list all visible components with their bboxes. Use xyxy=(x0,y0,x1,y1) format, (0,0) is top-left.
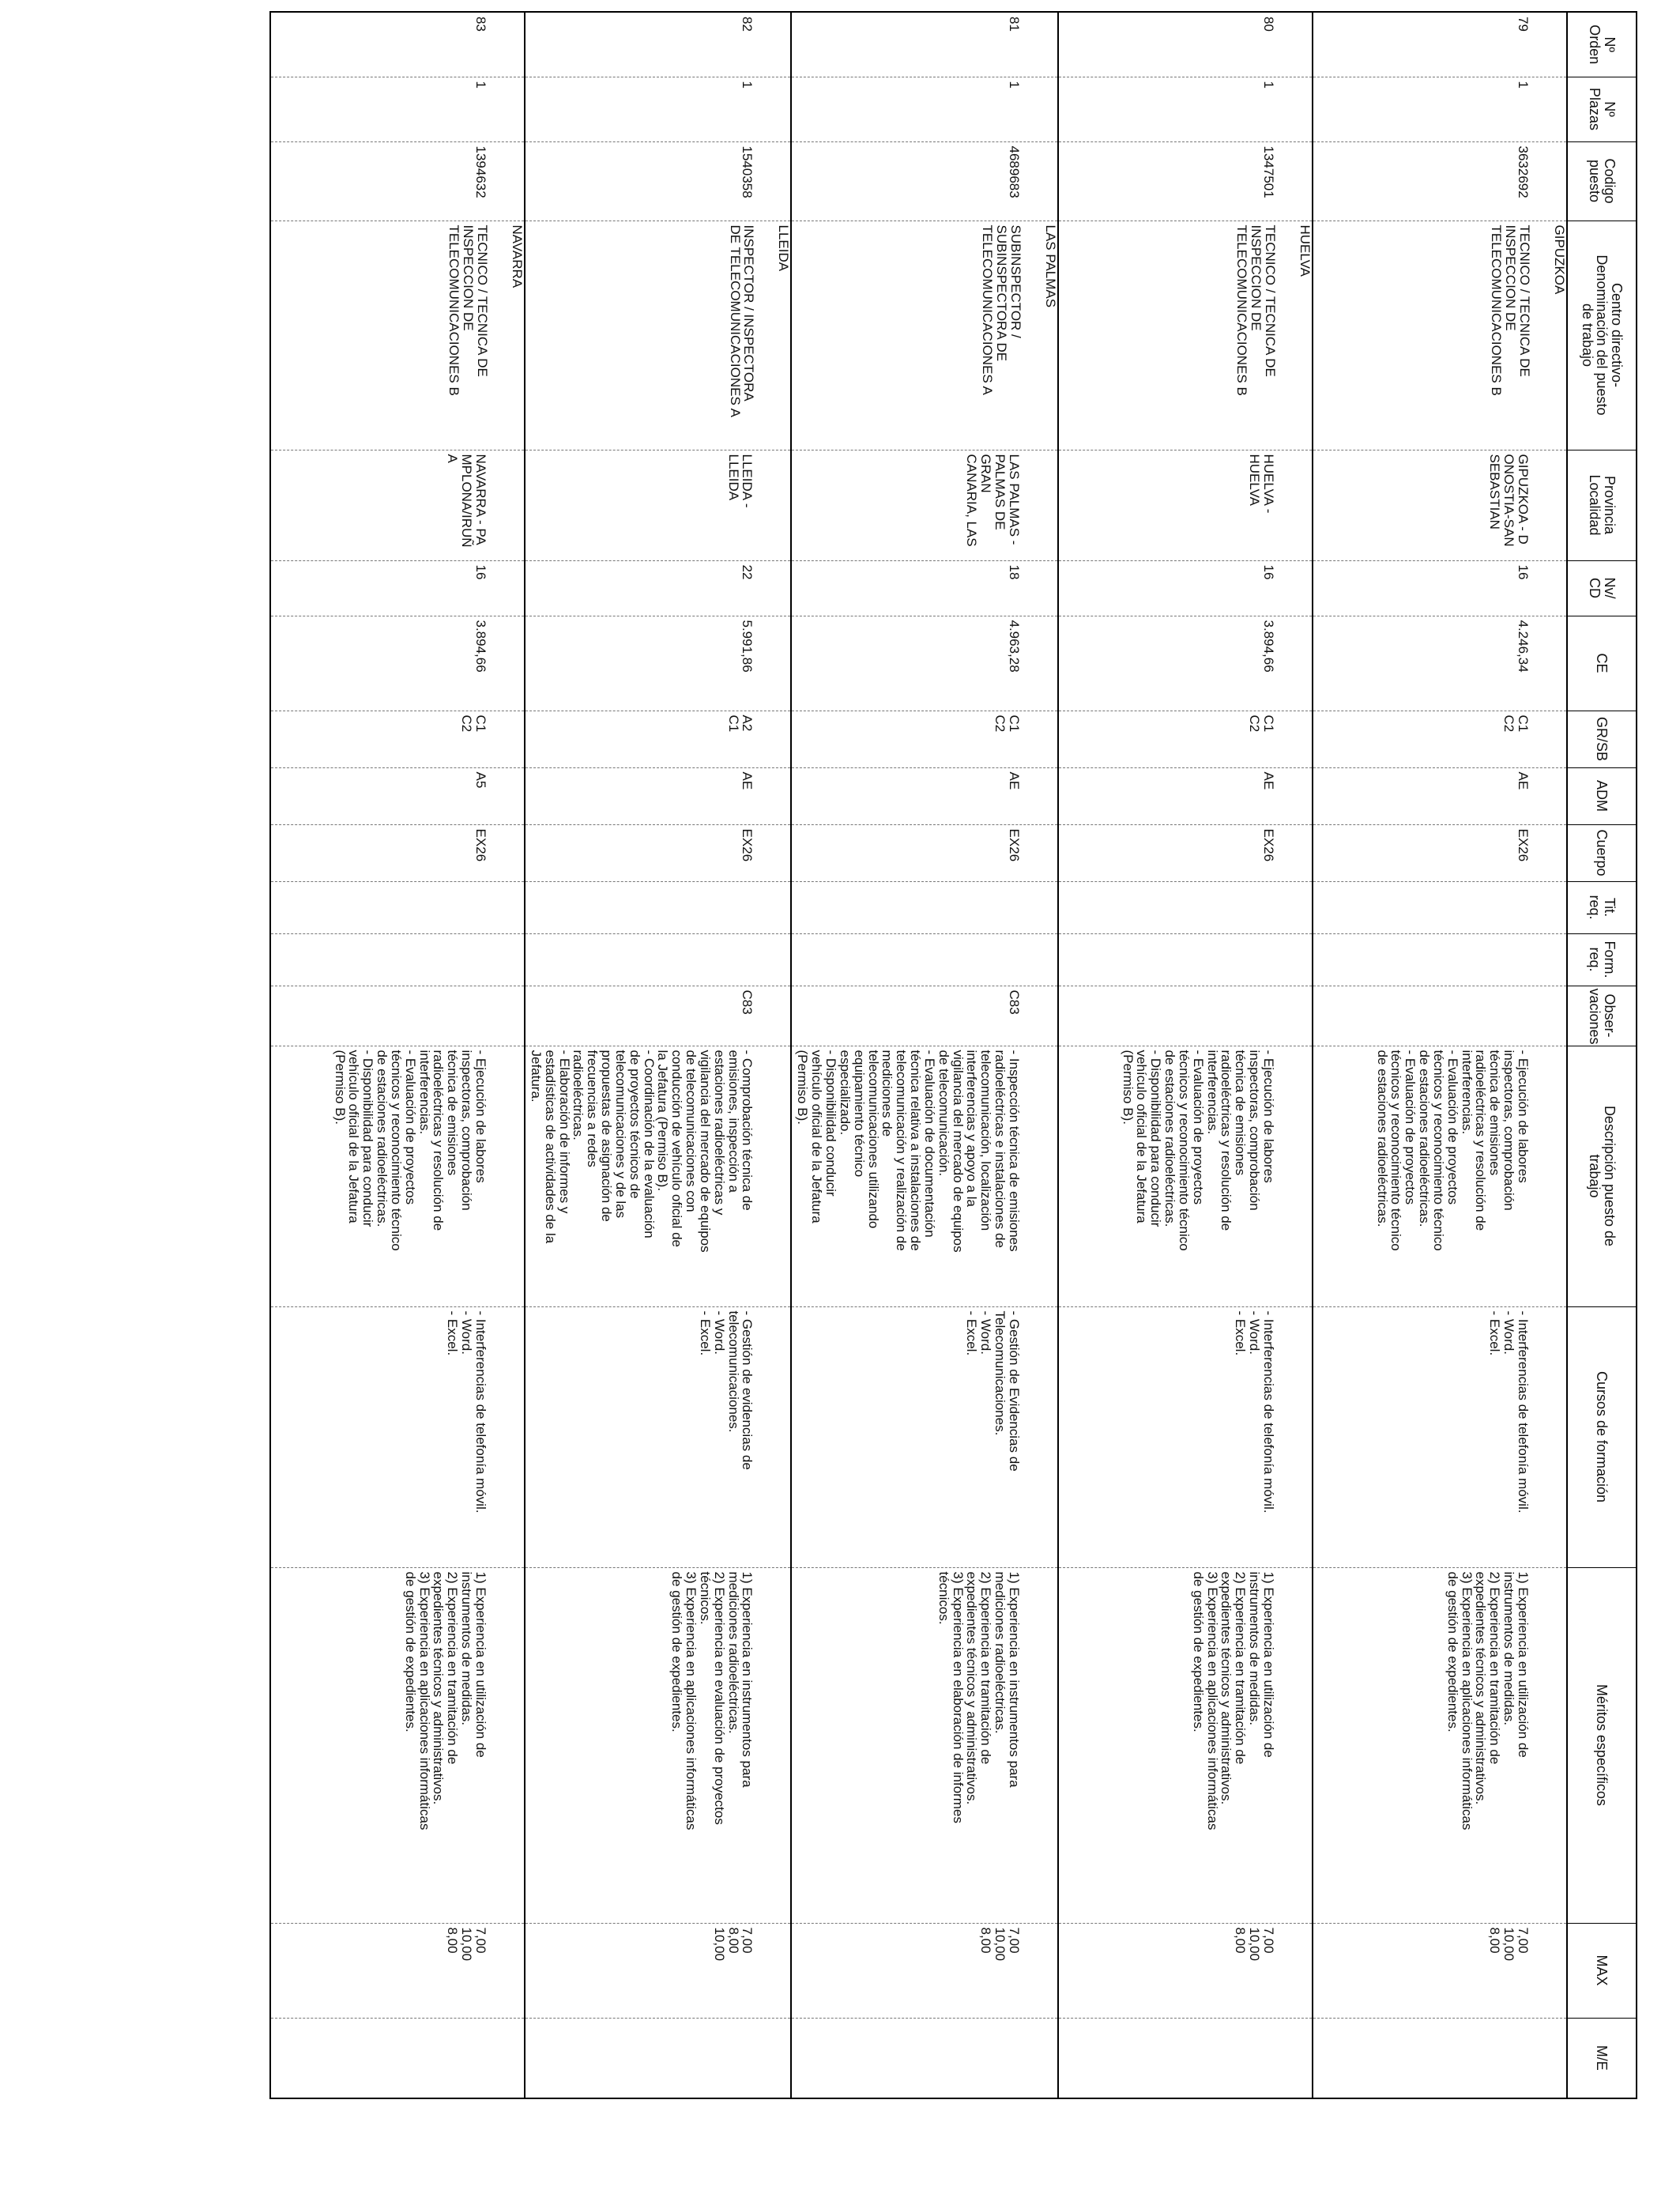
cell-desc: - Inspección técnica de emisiones radioeléctricas e instalaciones de telecomunicación, localización interferencias y apoyo a la vigilancia del mercado de equipos de telecomunicación. - Evaluación de documentación técnica relativa a instalaciones de telecomunicación y realización de mediciones de telecomunicaciones utilizando equipamiento técnico especializado. - Disponibilidad conducir vehículo oficial de la Jefatura (Permiso B). xyxy=(792,1046,1059,1306)
cell-centro xyxy=(1313,221,1567,450)
cell-codigo: 1394632 xyxy=(270,141,525,221)
cell-grupo: C1 C2 xyxy=(270,711,525,767)
column-header-adm: ADM xyxy=(1567,767,1637,824)
cell-provincia: NAVARRA - PA MPLONA/IRUÑ A xyxy=(270,450,525,560)
table-header-row xyxy=(1567,12,1637,2098)
cell-cuerpo: EX26 xyxy=(1313,824,1567,881)
cell-nivel: 22 xyxy=(525,560,792,616)
cell-codigo: 4689683 xyxy=(792,141,1059,221)
column-header-desc: Descripción puesto de trabajo xyxy=(1567,1046,1637,1306)
column-header-form: Form. req. xyxy=(1567,933,1637,986)
cell-plazas: 1 xyxy=(270,77,525,141)
cell-adm: AE xyxy=(1058,767,1313,824)
cell-nivel: 18 xyxy=(792,560,1059,616)
cell-ce: 5.991,86 xyxy=(525,616,792,711)
cell-adm: AE xyxy=(525,767,792,824)
cell-ce: 4.963,28 xyxy=(792,616,1059,711)
cell-form xyxy=(792,933,1059,986)
cell-desc: - Ejecución de labores inspectoras, comprobación técnica de emisiones radioeléctricas y resolución de interferencias. - Evaluación de proyectos técnicos y reconocimiento técnico de estaciones radioeléctricas. - Disponibilidad para conducir vehículo oficial de la Jefatura (Permiso B). xyxy=(270,1046,525,1306)
position-name: TECNICO / TECNICA DE INSPECCION DE TELECOMUNICACIONES B xyxy=(1234,224,1278,396)
cell-cursos: - Interferencias de telefonía móvil. - Word. - Excel. xyxy=(1313,1306,1567,1567)
column-header-grupo: GR/SB xyxy=(1567,711,1637,767)
column-header-orden: Nº Orden xyxy=(1567,12,1637,77)
column-header-meritos: Méritos específicos xyxy=(1567,1567,1637,1923)
cell-orden: 81 xyxy=(792,12,1059,77)
cell-plazas: 1 xyxy=(792,77,1059,141)
cell-me xyxy=(1313,2018,1567,2098)
cell-nivel: 16 xyxy=(1058,560,1313,616)
cell-max: 7,00 10,00 8,00 xyxy=(1058,1923,1313,2018)
table-body xyxy=(270,12,1567,2098)
cell-max: 7,00 10,00 8,00 xyxy=(270,1923,525,2018)
cell-cuerpo: EX26 xyxy=(525,824,792,881)
cell-centro xyxy=(792,221,1059,450)
column-header-tit: Tit. req. xyxy=(1567,881,1637,933)
cell-grupo: C1 C2 xyxy=(1313,711,1567,767)
cell-obs xyxy=(270,986,525,1046)
cell-codigo: 3632692 xyxy=(1313,141,1567,221)
cell-orden: 83 xyxy=(270,12,525,77)
cell-obs xyxy=(1058,986,1313,1046)
column-header-cuerpo: Cuerpo xyxy=(1567,824,1637,881)
cell-adm: A5 xyxy=(270,767,525,824)
cell-tit xyxy=(525,881,792,933)
vacancies-table xyxy=(269,11,1637,2099)
column-header-max: MAX xyxy=(1567,1923,1637,2018)
column-header-centro: Centro directivo- Denominación del puesto de trabajo xyxy=(1567,221,1637,450)
cell-meritos: 1) Experiencia en utilización de instrumentos de medidas. 2) Experiencia en tramitación de expedientes técnicos y administrativos. 3) Experiencia en aplicaciones informáticas de gestión de expedientes. xyxy=(1058,1567,1313,1923)
cell-ce: 4.246,34 xyxy=(1313,616,1567,711)
position-name: TECNICO / TECNICA DE INSPECCION DE TELECOMUNICACIONES B xyxy=(446,224,490,396)
cell-codigo: 1540358 xyxy=(525,141,792,221)
cell-desc: - Ejecución de labores inspectoras, comprobación técnica de emisiones radioeléctricas y resolución de interferencias. - Evaluación de proyectos técnicos y reconocimiento técnico de estaciones radioeléctricas. - Evaluación de proyectos técnicos y reconocimiento técnico de estaciones radioeléctricas. xyxy=(1313,1046,1567,1306)
cell-cuerpo: EX26 xyxy=(270,824,525,881)
cell-nivel: 16 xyxy=(270,560,525,616)
table-row xyxy=(1313,12,1567,2098)
cell-meritos: 1) Experiencia en utilización de instrumentos de medidas. 2) Experiencia en tramitación de expedientes técnicos y administrativos. 3) Experiencia en aplicaciones informáticas de gestión de expedientes. xyxy=(1313,1567,1567,1923)
cell-cuerpo: EX26 xyxy=(1058,824,1313,881)
column-header-me: M/E xyxy=(1567,2018,1637,2098)
column-header-obs: Obser- vaciones xyxy=(1567,986,1637,1046)
cell-cursos: - Gestión de Evidencias de Telecomunicaciones. - Word. - Excel. xyxy=(792,1306,1059,1567)
province-section-heading: GIPUZKOA xyxy=(1552,224,1567,295)
cell-form xyxy=(1058,933,1313,986)
cell-nivel: 16 xyxy=(1313,560,1567,616)
cell-tit xyxy=(270,881,525,933)
cell-obs: C83 xyxy=(525,986,792,1046)
cell-form xyxy=(270,933,525,986)
cell-centro xyxy=(1058,221,1313,450)
cell-provincia: LLEIDA - LLEIDA xyxy=(525,450,792,560)
cell-obs: C83 xyxy=(792,986,1059,1046)
cell-me xyxy=(792,2018,1059,2098)
cell-plazas: 1 xyxy=(1313,77,1567,141)
position-name: SUBINSPECTOR / SUBINSPECTORA DE TELECOMUNICACIONES A xyxy=(980,224,1023,395)
cell-provincia: LAS PALMAS - PALMAS DE GRAN CANARIA, LAS xyxy=(792,450,1059,560)
cell-meritos: 1) Experiencia en utilización de instrumentos de medidas. 2) Experiencia en tramitación de expedientes técnicos y administrativos. 3) Experiencia en aplicaciones informáticas de gestión de expedientes. xyxy=(270,1567,525,1923)
cell-obs xyxy=(1313,986,1567,1046)
cell-meritos: 1) Experiencia en instrumentos para mediciones radioeléctricas. 2) Experiencia en tramitación de expedientes técnicos y administrativos. 3) Experiencia en elaboración de informes técnicos. xyxy=(792,1567,1059,1923)
province-section-heading: NAVARRA xyxy=(510,224,525,288)
column-header-plazas: Nº Plazas xyxy=(1567,77,1637,141)
cell-cursos: - Interferencias de telefonía móvil. - Word. - Excel. xyxy=(1058,1306,1313,1567)
cell-me xyxy=(1058,2018,1313,2098)
cell-tit xyxy=(1313,881,1567,933)
column-header-provincia: Provincia Localidad xyxy=(1567,450,1637,560)
cell-adm: AE xyxy=(792,767,1059,824)
cell-ce: 3.894,66 xyxy=(270,616,525,711)
cell-cursos: - Interferencias de telefonía móvil. - Word. - Excel. xyxy=(270,1306,525,1567)
cell-adm: AE xyxy=(1313,767,1567,824)
column-header-nivel: Nv/ CD xyxy=(1567,560,1637,616)
position-name: INSPECTOR / INSPECTORA DE TELECOMUNICACIONES A xyxy=(727,224,757,417)
position-name: TECNICO / TECNICA DE INSPECCION DE TELECOMUNICACIONES B xyxy=(1489,224,1532,396)
cell-cuerpo: EX26 xyxy=(792,824,1059,881)
column-header-cursos: Cursos de formación xyxy=(1567,1306,1637,1567)
column-header-ce: CE xyxy=(1567,616,1637,711)
cell-form xyxy=(1313,933,1567,986)
cell-centro xyxy=(270,221,525,450)
cell-meritos: 1) Experiencia en instrumentos para mediciones radioeléctricas. 2) Experiencia en evaluación de proyectos técnicos. 3) Experiencia en aplicaciones informáticas de gestión de expedientes. xyxy=(525,1567,792,1923)
cell-provincia: HUELVA - HUELVA xyxy=(1058,450,1313,560)
province-section-heading: LAS PALMAS xyxy=(1043,224,1058,308)
cell-max: 7,00 8,00 10,00 xyxy=(525,1923,792,2018)
cell-tit xyxy=(1058,881,1313,933)
column-header-codigo: Codigo puesto xyxy=(1567,141,1637,221)
cell-orden: 82 xyxy=(525,12,792,77)
cell-me xyxy=(270,2018,525,2098)
cell-centro xyxy=(525,221,792,450)
cell-plazas: 1 xyxy=(525,77,792,141)
table-row xyxy=(1058,12,1313,2098)
cell-grupo: C1 C2 xyxy=(792,711,1059,767)
table-row xyxy=(792,12,1059,2098)
cell-me xyxy=(525,2018,792,2098)
cell-orden: 80 xyxy=(1058,12,1313,77)
cell-orden: 79 xyxy=(1313,12,1567,77)
cell-grupo: A2 C1 xyxy=(525,711,792,767)
cell-provincia: GIPUZKOA - D ONOSTIA-SAN SEBASTIAN xyxy=(1313,450,1567,560)
province-section-heading: HUELVA xyxy=(1298,224,1313,277)
rotated-table-wrapper xyxy=(96,11,1637,2098)
province-section-heading: LLEIDA xyxy=(776,224,792,272)
cell-ce: 3.894,66 xyxy=(1058,616,1313,711)
cell-desc: - Ejecución de labores inspectoras, comprobación técnica de emisiones radioeléctricas y resolución de interferencias. - Evaluación de proyectos técnicos y reconocimiento técnico de estaciones radioeléctricas. - Disponibilidad para conducir vehículo oficial de la Jefatura (Permiso B). xyxy=(1058,1046,1313,1306)
cell-codigo: 1347501 xyxy=(1058,141,1313,221)
cell-grupo: C1 C2 xyxy=(1058,711,1313,767)
cell-form xyxy=(525,933,792,986)
table-row xyxy=(270,12,525,2098)
cell-max: 7,00 10,00 8,00 xyxy=(1313,1923,1567,2018)
cell-desc: - Comprobación técnica de emisiones, inspección a estaciones radioeléctricas y vigilancia del mercado de equipos de telecomunicaciones con conducción de vehículo oficial de la Jefatura (Permiso B). - Coordinación de la evaluación de proyectos técnicos de telecomunicaciones y de las propuestas de asignación de frecuencias a redes radioeléctricas. - Elaboración de informes y estadísticas de actividades de la Jefatura. xyxy=(525,1046,792,1306)
cell-tit xyxy=(792,881,1059,933)
cell-cursos: - Gestión de evidencias de telecomunicaciones. - Word. - Excel. xyxy=(525,1306,792,1567)
cell-max: 7,00 10,00 8,00 xyxy=(792,1923,1059,2018)
table-row xyxy=(525,12,792,2098)
cell-plazas: 1 xyxy=(1058,77,1313,141)
